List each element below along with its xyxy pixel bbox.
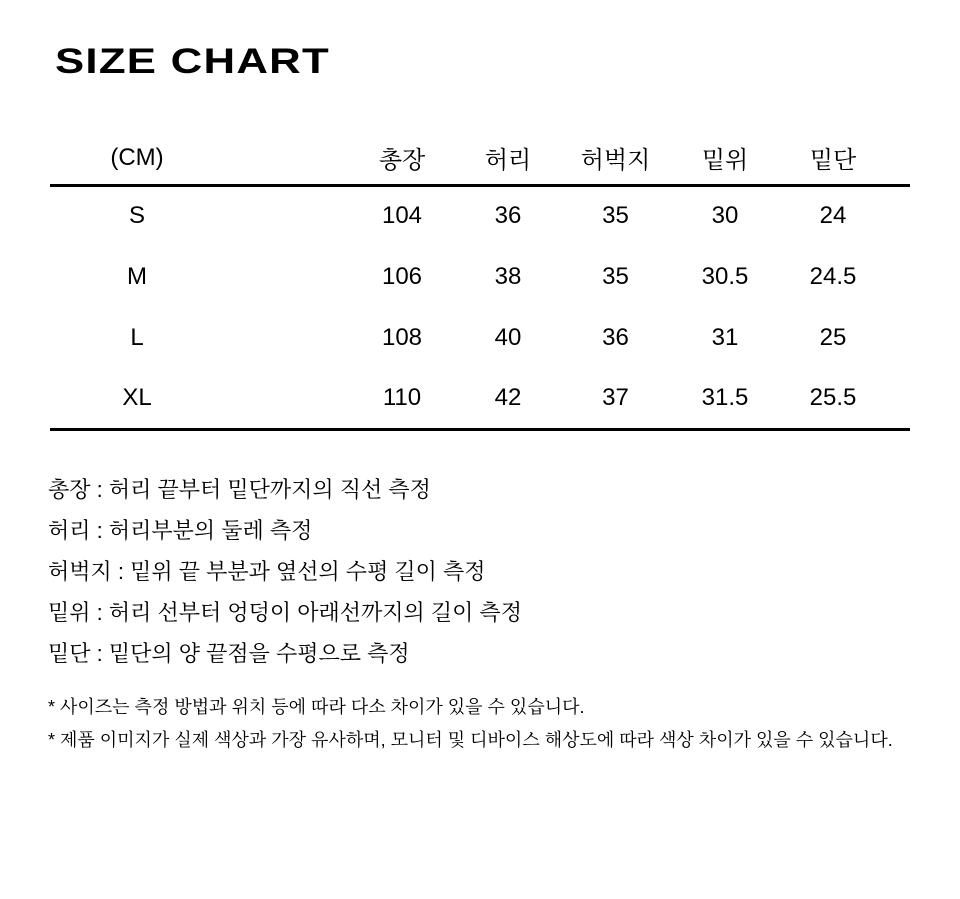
value-cell: 35 — [602, 262, 629, 290]
table-row-m — [50, 246, 910, 307]
value-cell: 40 — [494, 323, 522, 351]
value-cell: 108 — [381, 323, 423, 351]
value-cell: 106 — [381, 262, 423, 290]
column-header-hem: 밑단 — [780, 132, 910, 185]
value-cell: 110 — [382, 383, 422, 411]
column-header-rise: 밑위 — [670, 132, 780, 185]
measurement-descriptions — [48, 469, 522, 674]
table-header-row — [50, 132, 910, 185]
value-cell: 30 — [711, 202, 739, 230]
disclaimer-notes — [48, 691, 893, 757]
size-label: L — [130, 323, 144, 351]
size-chart-table — [50, 132, 910, 431]
value-cell: 36 — [494, 202, 522, 230]
size-label: XL — [122, 383, 152, 411]
note-color-variance: * 제품 이미지가 실제 색상과 가장 유사하며, 모니터 및 디바이스 해상도에 따라 색상 차이가 있을 수 있습니다. — [48, 730, 893, 750]
value-cell: 25.5 — [809, 383, 857, 411]
note-size-variance: * 사이즈는 측정 방법과 위치 등에 따라 다소 차이가 있을 수 있습니다. — [48, 697, 585, 717]
value-cell: 24 — [819, 202, 847, 230]
value-cell: 37 — [602, 383, 629, 411]
value-cell: 25 — [819, 323, 847, 351]
value-cell: 31 — [711, 323, 739, 351]
column-header-thigh: 허벅지 — [561, 132, 670, 185]
description-waist: 허리 : 허리부분의 둘레 측정 — [48, 518, 313, 543]
description-hem: 밑단 : 밑단의 양 끝점을 수평으로 측정 — [48, 641, 410, 666]
description-total-length: 총장 : 허리 끝부터 밑단까지의 직선 측정 — [48, 477, 431, 502]
description-thigh: 허벅지 : 밑위 끝 부분과 옆선의 수평 길이 측정 — [48, 559, 486, 584]
value-cell: 36 — [602, 323, 629, 351]
value-cell: 24.5 — [809, 262, 857, 290]
value-cell: 31.5 — [701, 383, 749, 411]
description-rise: 밑위 : 허리 선부터 엉덩이 아래선까지의 길이 측정 — [48, 600, 522, 625]
size-label: M — [127, 262, 147, 290]
size-label: S — [128, 202, 145, 230]
table-row-xl — [50, 368, 910, 429]
value-cell: 30.5 — [701, 262, 749, 290]
table-row-s — [50, 185, 910, 246]
value-cell: 104 — [381, 202, 423, 230]
table-row-l — [50, 307, 910, 368]
unit-header: (CM) — [50, 132, 270, 185]
value-cell: 42 — [494, 383, 522, 411]
value-cell: 35 — [602, 202, 629, 230]
value-cell: 38 — [494, 262, 522, 290]
column-header-waist: 허리 — [455, 132, 561, 185]
page-title: SIZE CHART — [55, 42, 330, 81]
column-header-total-length: 총장 — [270, 132, 455, 185]
